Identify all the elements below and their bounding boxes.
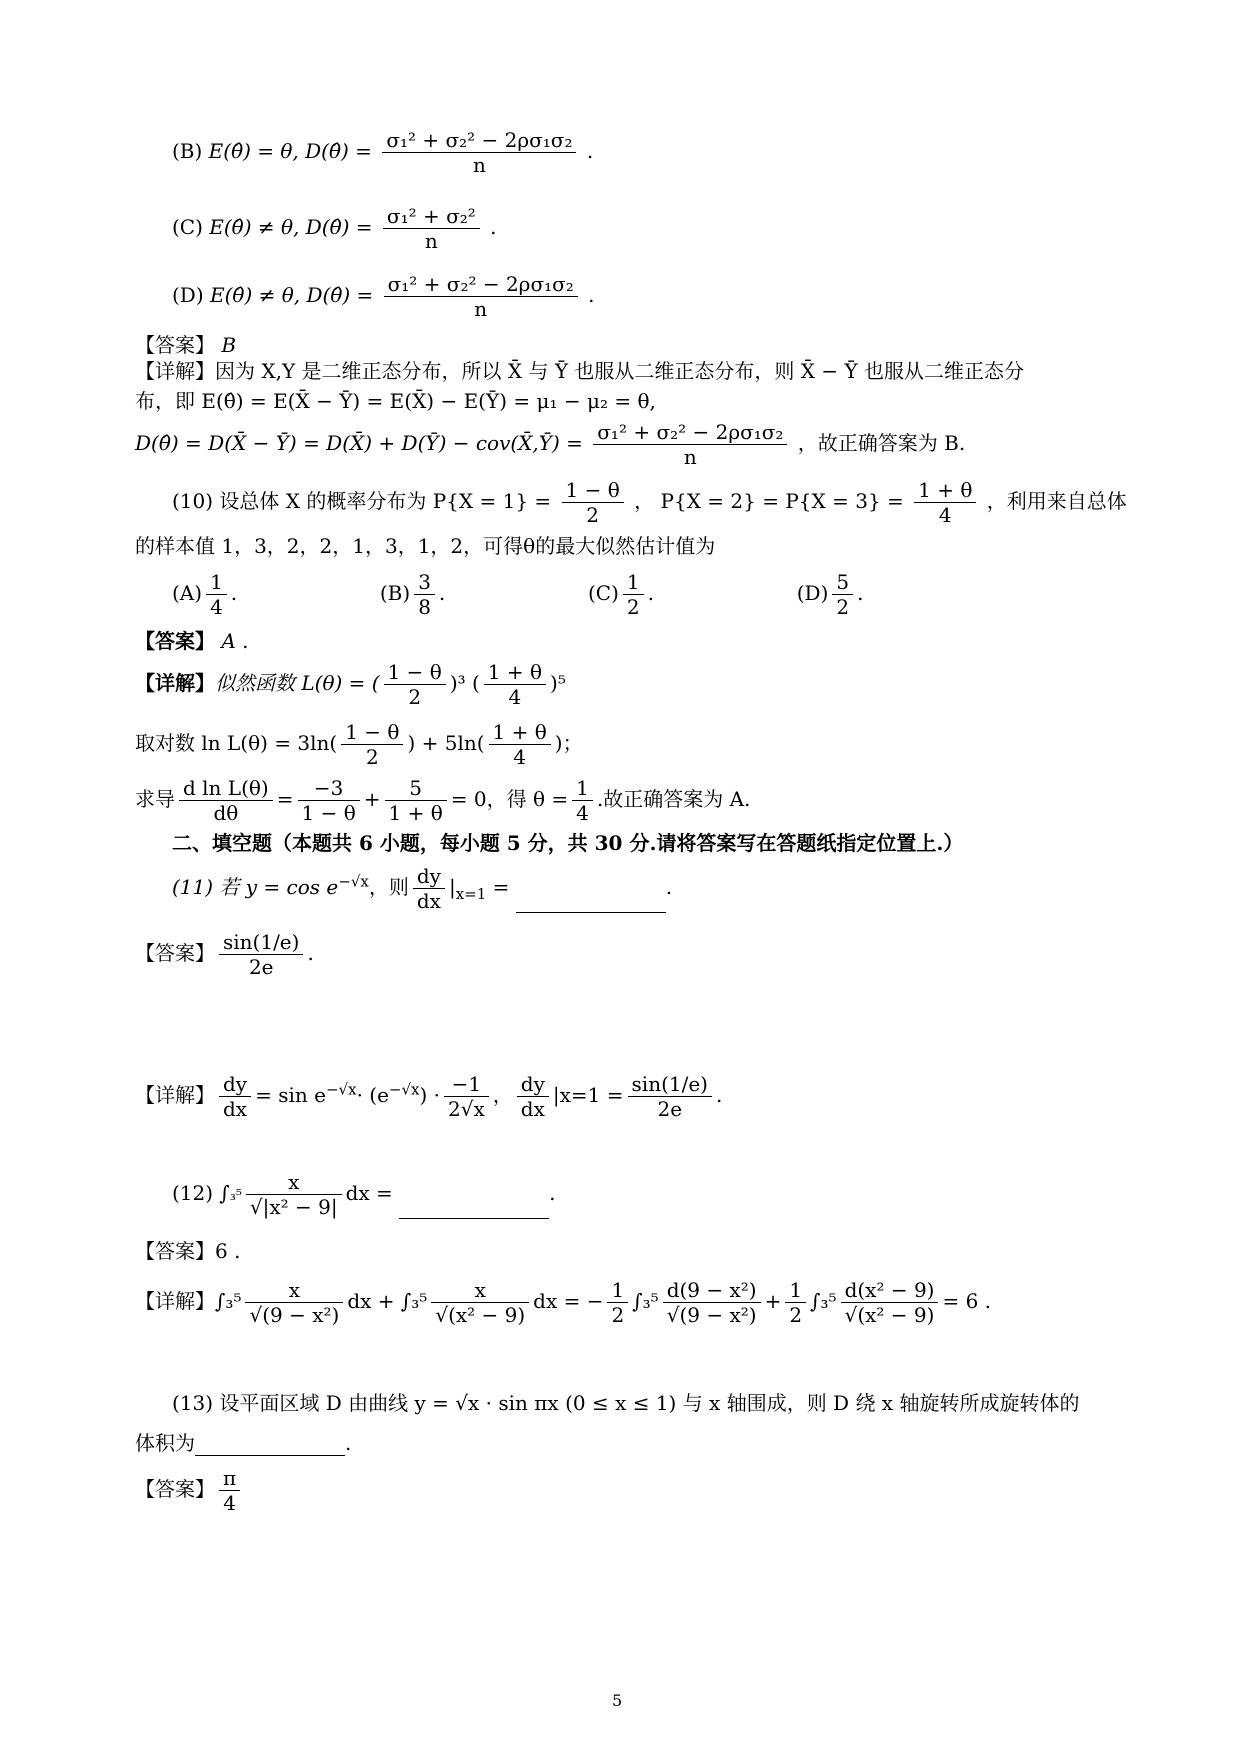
q12-detail: 【详解】∫₃⁵ $\frac{x}{\text{√(9 − x²)}}$ dx + ∫₃⁵ $\frac{x}{\text{√(x² − 9)}}$ dx = − $\frac{1}{2}$ ∫₃⁵ $\frac{\text{d(9 − x²)}}{\text{√(9 − x²)}}$ + $\frac{1}{2}$ ∫₃⁵ $\frac{\text{d(x² − 9)}}{\text{√(x² − 9)}}$ = 6 . xyxy=(135,1278,992,1327)
q10-option-b: (B) $\frac{3}{8}$ . xyxy=(379,570,446,619)
q10-stem-line-1: (10) 设总体 X 的概率分布为 P{X = 1} = $\frac{1 - \theta}{2}$ ， P{X = 2} = P{X = 3} = $\frac{1 + \theta}{4}$ ，利用来自总体 xyxy=(172,478,1127,527)
q12-answer-blank[interactable] xyxy=(399,1198,549,1219)
q9-option-b: (B) E(θ̂) = θ, D(θ̂) = $\frac{\text{σ₁² + σ₂² − 2ρσ₁σ₂}}{n}$ . xyxy=(172,128,594,177)
q10-option-d: (D) $\frac{5}{2}$ . xyxy=(796,570,864,619)
q9-detail-line-1: 【详解】因为 X,Y 是二维正态分布，所以 X̄ 与 Ȳ 也服从二维正态分布，则 X̄ − Ȳ 也服从二维正态分 xyxy=(135,359,1025,383)
q10-detail-line-1: 【详解】似然函数 L(θ) = ( $\frac{1 - \theta}{2}$ )³ ( $\frac{1 + \theta}{4}$ )⁵ xyxy=(135,660,566,709)
q9-option-d-fraction: $\frac{\text{σ₁² + σ₂² − 2ρσ₁σ₂}}{n}$ xyxy=(384,272,578,321)
q10-detail-line-3: 求导 $\frac{\text{d ln L(θ)}}{d\theta}$ = $\frac{-3}{1 - \theta}$ + $\frac{5}{1 + \theta}$ = 0，得 θ = $\frac{1}{4}$ .故正确答案为 A. xyxy=(135,776,751,825)
q10-answer: 【答案】 A . xyxy=(135,629,249,653)
q9-detail-line-3: D(θ̂) = D(X̄ − Ȳ) = D(X̄) + D(Ȳ) − cov(X̄,Ȳ) = $\frac{\text{σ₁² + σ₂² − 2ρσ₁σ₂}}{n}$ ，故正确答案为 B. xyxy=(135,420,966,469)
q9-option-d: (D) E(θ̂) ≠ θ, D(θ̂) = $\frac{\text{σ₁² + σ₂² − 2ρσ₁σ₂}}{n}$ . xyxy=(172,272,595,321)
q10-fraction-1: $\frac{1 - \theta}{2}$ xyxy=(562,478,624,527)
section-2-title: 二、填空题（本题共 6 小题，每小题 5 分，共 30 分.请将答案写在答题纸指定位置上.） xyxy=(172,831,964,855)
q13-stem-line-2: 体积为 . xyxy=(135,1431,352,1455)
q10-option-c: (C) $\frac{1}{2}$ . xyxy=(588,570,655,619)
q10-option-a: (A) $\frac{1}{4}$ . xyxy=(172,570,238,619)
q13-answer-blank[interactable] xyxy=(195,1435,345,1456)
q9-detail-line-2: 布，即 E(θ̂) = E(X̄ − Ȳ) = E(X̄) − E(Ȳ) = μ₁ − μ₂ = θ, xyxy=(135,389,656,413)
q11-stem: (11) 若 $y = \cos e^{-√x}$，则 $\frac{dy}{dx}$ $|_{x=1}$ = . xyxy=(172,864,673,913)
q10-detail-line-2: 取对数 ln L(θ) = 3ln( $\frac{1 - \theta}{2}$ ) + 5ln( $\frac{1 + \theta}{4}$ )； xyxy=(135,720,583,769)
q13-answer: 【答案】 $\frac{\pi}{4}$ xyxy=(135,1466,244,1515)
q10-fraction-2: $\frac{1 + \theta}{4}$ xyxy=(914,478,976,527)
q12-answer: 【答案】6 . xyxy=(135,1239,241,1263)
q10-stem-line-2: 的样本值 1，3，2，2，1，3，1，2，可得θ的最大似然估计值为 xyxy=(135,534,716,558)
q9-option-b-fraction: $\frac{\text{σ₁² + σ₂² − 2ρσ₁σ₂}}{n}$ xyxy=(382,128,576,177)
q12-stem: (12) ∫₃⁵ $\frac{x}{\text{√|x² − 9|}}$ dx = . xyxy=(172,1170,556,1219)
q9-option-c-fraction: $\frac{\text{σ₁² + σ₂²}}{n}$ xyxy=(383,204,480,253)
q10-options xyxy=(172,570,863,619)
page-number: 5 xyxy=(612,1691,623,1710)
q13-stem-line-1: (13) 设平面区域 D 由曲线 y = √x · sin πx (0 ≤ x ≤ 1) 与 x 轴围成，则 D 绕 x 轴旋转所成旋转体的 xyxy=(172,1391,1080,1415)
q11-answer: 【答案】 $\frac{\sin(1/e)}{2e}$ . xyxy=(135,930,314,979)
q11-answer-blank[interactable] xyxy=(516,892,666,913)
q9-option-c: (C) E(θ̂) ≠ θ, D(θ̂) = $\frac{\text{σ₁² + σ₂²}}{n}$ . xyxy=(172,204,497,253)
q11-detail: 【详解】 $\frac{dy}{dx}$ = $\sin e^{-√x}\cdot (e^{-√x})$ · $\frac{-1}{2√x}$ ， $\frac{dy}{dx}$ |x=1 = $\frac{\sin(1/e)}{2e}$ . xyxy=(135,1072,723,1121)
q9-detail-fraction: $\frac{\text{σ₁² + σ₂² − 2ρσ₁σ₂}}{n}$ xyxy=(593,420,787,469)
q9-answer: 【答案】 B xyxy=(135,333,237,357)
